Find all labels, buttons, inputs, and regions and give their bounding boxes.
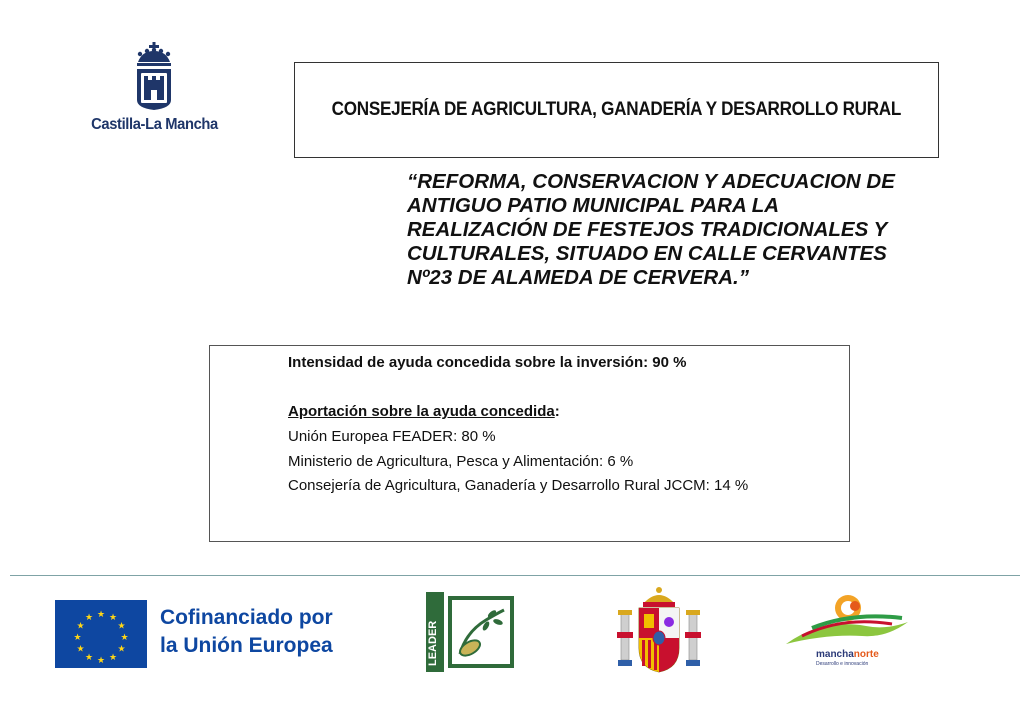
svg-text:★: ★ (84, 653, 94, 663)
contribution-heading-text: Aportación sobre la ayuda concedida (288, 403, 555, 420)
mancha-name-part2: norte (853, 649, 879, 660)
contribution-item: Ministerio de Agricultura, Pesca y Alimentación: 6 % (288, 453, 634, 470)
project-title-line: REALIZACIÓN DE FESTEJOS TRADICIONALES Y (407, 218, 888, 241)
project-title-line: “REFORMA, CONSERVACION Y ADECUACION DE (407, 170, 895, 193)
svg-text:★: ★ (76, 644, 85, 655)
project-title-line: ANTIGUO PATIO MUNICIPAL PARA LA (407, 194, 780, 217)
svg-text:★: ★ (108, 653, 118, 663)
footer-divider (10, 575, 1020, 576)
mancha-name-part1: mancha (816, 649, 854, 660)
mancha-norte-name (816, 649, 879, 660)
project-title (407, 170, 967, 290)
eu-text-line: Cofinanciado por (160, 606, 333, 629)
svg-text:★: ★ (117, 621, 126, 632)
eu-text-line: la Unión Europea (160, 634, 333, 657)
contribution-heading (288, 403, 560, 420)
clm-name: Castilla-La Mancha (91, 116, 218, 133)
contribution-heading-colon: : (554, 403, 560, 420)
leader-text: LEADER (427, 620, 439, 666)
header-title: CONSEJERÍA DE AGRICULTURA, GANADERÍA Y DESARROLLO RURAL (331, 99, 902, 120)
mancha-norte-tagline: Desarrollo e innovación (816, 661, 869, 667)
eu-cofinancing-text (160, 604, 333, 660)
spain-coat-of-arms-icon (615, 584, 703, 674)
leader-logo (426, 592, 518, 672)
mancha-norte-logo (782, 592, 912, 672)
svg-text:★: ★ (84, 613, 94, 623)
svg-text:★: ★ (73, 633, 82, 643)
svg-text:★: ★ (117, 644, 126, 655)
eu-flag-icon (55, 600, 147, 668)
svg-text:★: ★ (96, 610, 106, 620)
svg-text:★: ★ (108, 613, 118, 623)
castilla-la-mancha-logo (82, 42, 227, 137)
svg-text:★: ★ (96, 656, 106, 666)
header-box (294, 62, 939, 158)
funding-box (209, 345, 850, 542)
aid-intensity: Intensidad de ayuda concedida sobre la inversión: 90 % (288, 354, 687, 371)
project-title-line: CULTURALES, SITUADO EN CALLE CERVANTES (407, 242, 887, 265)
svg-text:★: ★ (76, 621, 85, 632)
contribution-item: Consejería de Agricultura, Ganadería y Desarrollo Rural JCCM: 14 % (288, 477, 749, 494)
contribution-item: Unión Europea FEADER: 80 % (288, 428, 496, 445)
svg-text:★: ★ (120, 633, 129, 643)
project-title-line: Nº23 DE ALAMEDA DE CERVERA.” (407, 266, 749, 289)
clm-crown-castle-icon (132, 42, 177, 112)
